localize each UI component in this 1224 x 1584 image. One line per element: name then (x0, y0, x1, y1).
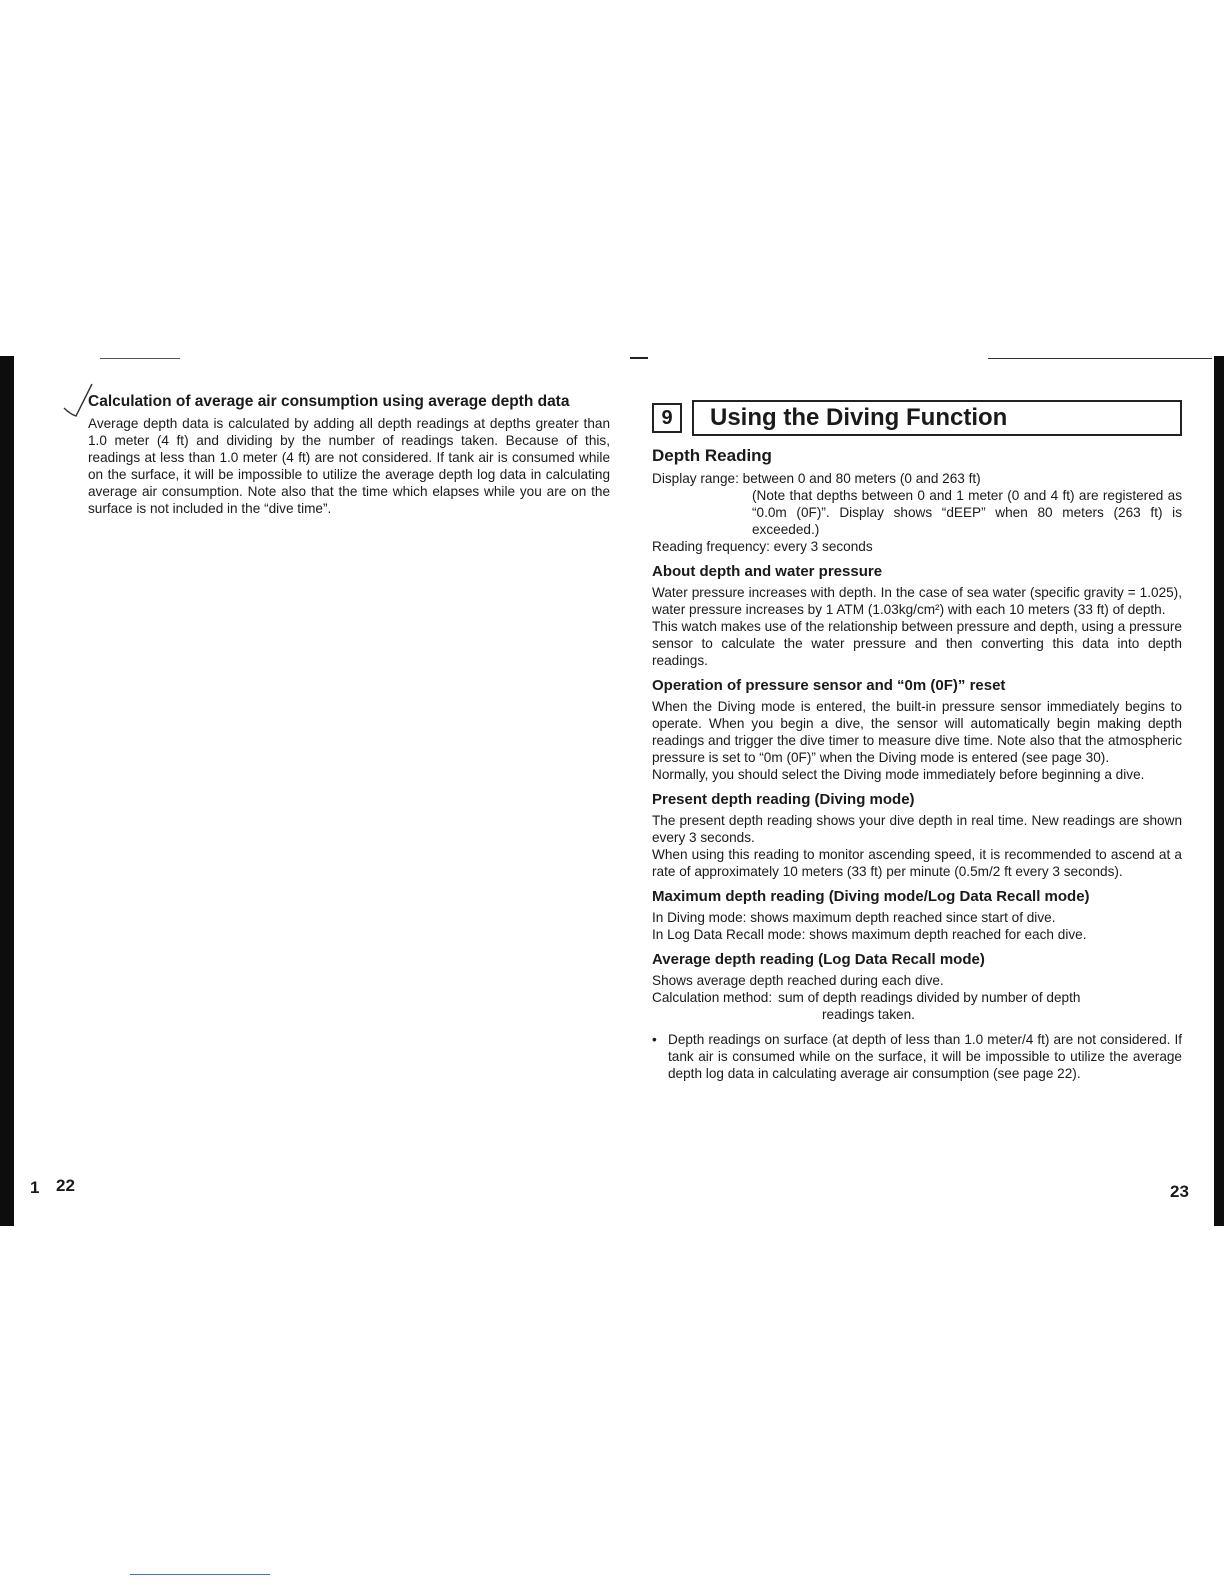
paragraph: Water pressure increases with depth. In the case of sea water (specific gravity = 1.025), water pressure increases by 1 ATM (1.03kg/cm²) with each 10 meters (33 ft) of depth. (652, 585, 1182, 617)
right-page-content (652, 400, 1182, 1082)
display-note: (Note that depths between 0 and 1 meter (0 and 4 ft) are registered as “0.0m (0F)”. Display shows “dEEP” when 80 meters (263 ft) is exceeded.) (752, 488, 1182, 537)
paragraph: In Diving mode: shows maximum depth reached since start of dive. (652, 910, 1056, 925)
subsection-max-depth (652, 888, 1182, 943)
subsection-pressure (652, 563, 1182, 669)
top-rule-center (630, 357, 648, 359)
paragraph: When the Diving mode is entered, the built-in pressure sensor immediately begins to operate. When you begin a dive, the sensor will automatically begin making depth readings and trigger the dive timer to measure dive time. Note also that the atmospheric pressure is set to “0m (0F)” when the Diving mode is entered (see page 30). (652, 699, 1182, 765)
subsection-average-depth (652, 951, 1182, 1082)
left-edge-bar (0, 356, 14, 1226)
subsection-title: Average depth reading (Log Data Recall mode) (652, 951, 985, 968)
bullet-item (652, 1031, 1182, 1082)
paragraph: When using this reading to monitor ascending speed, it is recommended to ascend at a rate of approximately 10 meters (33 ft) per minute (0.5m/2 ft every 3 seconds). (652, 847, 1182, 879)
paragraph: The present depth reading shows your dive depth in real time. New readings are shown every 3 seconds. (652, 813, 1182, 845)
subsection-present-depth (652, 791, 1182, 880)
page-number-right: 23 (1170, 1182, 1189, 1201)
subsection-title: Maximum depth reading (Diving mode/Log Data Recall mode) (652, 888, 1090, 905)
display-range: Display range: between 0 and 80 meters (0 and 263 ft) (652, 471, 981, 486)
subsection-title: Operation of pressure sensor and “0m (0F)” reset (652, 677, 1006, 694)
left-page-content (88, 393, 610, 517)
section-title: Depth Reading (652, 446, 772, 465)
calculation-label: Calculation method: (652, 990, 773, 1005)
chapter-title: Using the Diving Function (692, 400, 1182, 436)
average-description: Shows average depth reached during each dive. (652, 973, 944, 988)
margin-mark: 1 (30, 1178, 40, 1197)
left-body-text: Average depth data is calculated by adding all depth readings at depths greater than 1.0 meter (4 ft) and dividing by the number of readings taken. Because of this, readings at less than 1.0 meter (4 ft) are not considered. If tank air is consumed while on the surface, it will be impossible to utilize the average depth log data in calculating average air consumption. Note also that the time which elapses while you are on the surface is not included in the “dive time”. (88, 416, 610, 516)
bullet-text: Depth readings on surface (at depth of less than 1.0 meter/4 ft) are not considered. If tank air is consumed while on the surface, it will be impossible to utilize the average depth log data in calculating average air consumption (see page 22). (668, 1032, 1182, 1081)
reading-frequency: Reading frequency: every 3 seconds (652, 539, 873, 554)
calculation-method-row (652, 989, 1182, 1006)
calculation-value-cont: readings taken. (822, 1007, 915, 1022)
paragraph: This watch makes use of the relationship between pressure and depth, using a pressure sensor to calculate the water pressure and then converting this data into depth readings. (652, 619, 1182, 668)
chapter-header (652, 400, 1182, 436)
paragraph: In Log Data Recall mode: shows maximum depth reached for each dive. (652, 927, 1087, 942)
calculation-value: sum of depth readings divided by number of depth (778, 990, 1081, 1005)
bullet-icon: • (652, 1032, 657, 1047)
page-number-left: 22 (56, 1176, 75, 1195)
bottom-rule (130, 1574, 270, 1575)
subsection-sensor (652, 677, 1182, 783)
chapter-number: 9 (652, 403, 682, 433)
top-rule-left (100, 358, 180, 359)
paragraph: Normally, you should select the Diving mode immediately before beginning a dive. (652, 767, 1145, 782)
top-rule-right (988, 358, 1212, 359)
subsection-title: About depth and water pressure (652, 563, 883, 580)
right-edge-bar (1214, 356, 1224, 1226)
subsection-title: Present depth reading (Diving mode) (652, 791, 915, 808)
left-heading: Calculation of average air consumption using average depth data (88, 393, 570, 410)
